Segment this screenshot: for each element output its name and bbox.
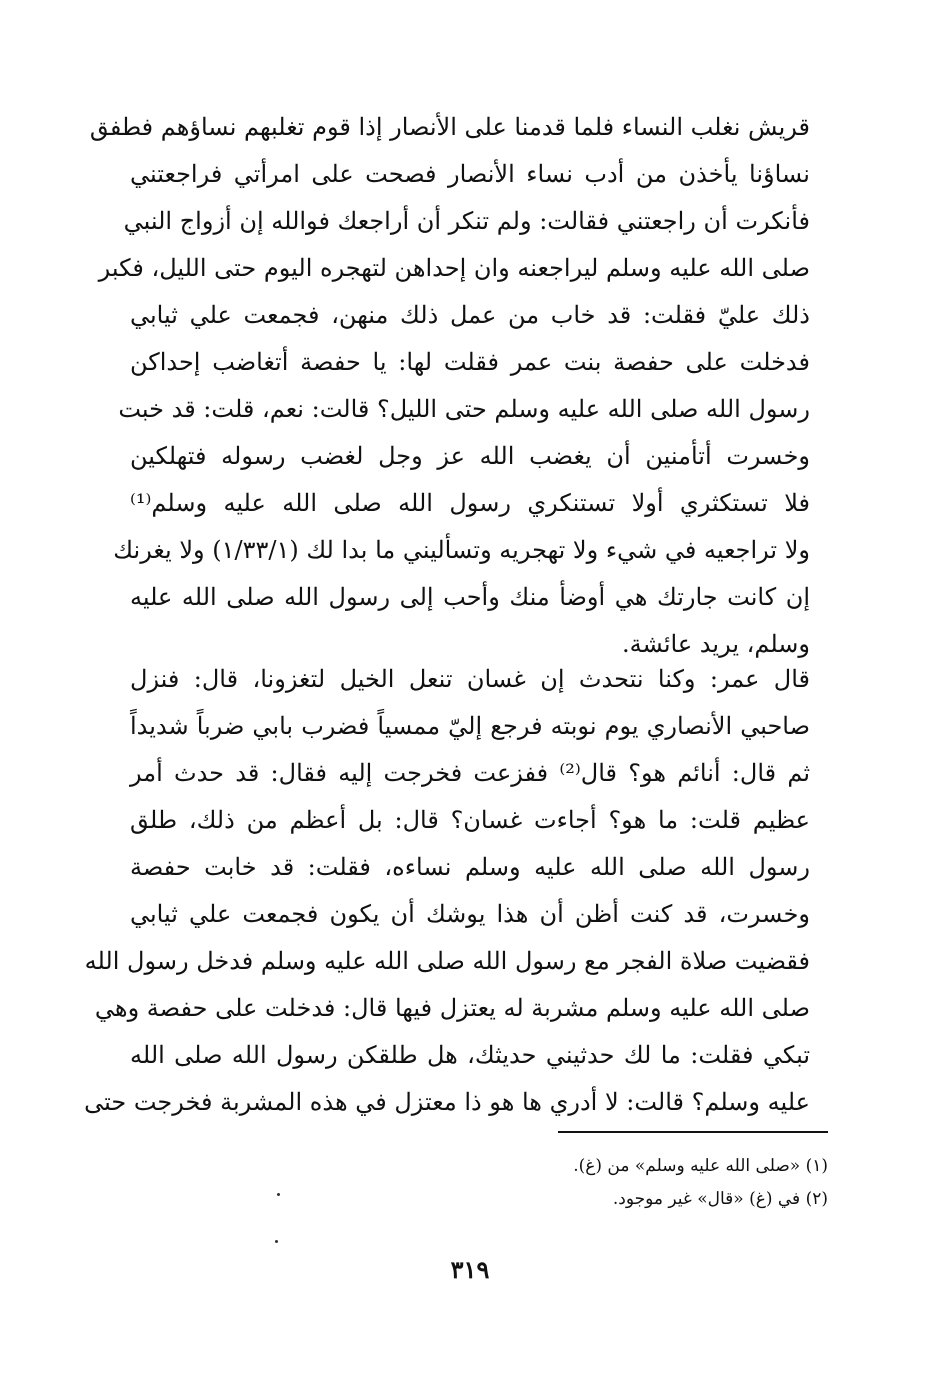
text-line: فلا تستكثري أولا تستنكري رسول الله صلى الله عليه وسلم⁽¹⁾: [130, 489, 810, 517]
text-line: قال عمر: وكنا نتحدث إن غسان تنعل الخيل لتغزونا، قال: فنزل: [130, 665, 811, 693]
text-line: فأنكرت أن راجعتني فقالت: ولم تنكر أن أراجعك فوالله إن أزواج النبي: [123, 207, 810, 235]
footnote-separator: [558, 1131, 828, 1133]
paragraph-2: [84, 656, 811, 1126]
text-line: وخسرت، قد كنت أظن أن هذا يوشك أن يكون فجمعت علي ثيابي: [130, 900, 810, 928]
text-line: صلى الله عليه وسلم مشربة له يعتزل فيها قال: فدخلت على حفصة وهي: [94, 994, 810, 1022]
page-number: ٣١٩: [450, 1255, 490, 1284]
text-line: فدخلت على حفصة بنت عمر فقلت لها: يا حفصة أتغاضب إحداكن: [130, 348, 810, 376]
text-line: رسول الله صلى الله عليه وسلم حتى الليل؟ قالت: نعم، قلت: قد خبت: [118, 395, 810, 423]
text-line: وسلم، يريد عائشة.: [621, 630, 810, 658]
text-line: فقضيت صلاة الفجر مع رسول الله صلى الله عليه وسلم فدخل رسول الله: [84, 947, 810, 975]
scan-speck: [275, 1240, 278, 1243]
text-line: ثم قال: أنائم هو؟ قال⁽²⁾ ففزعت فخرجت إليه فقال: قد حدث أمر: [130, 759, 810, 787]
text-line: صلى الله عليه وسلم ليراجعنه وان إحداهن لتهجره اليوم حتى الليل، فكبر: [98, 254, 810, 282]
text-line: عليه وسلم؟ قالت: لا أدري ها هو ذا معتزل في هذه المشربة فخرجت حتى: [84, 1088, 810, 1116]
text-line: عظيم قلت: ما هو؟ أجاءت غسان؟ قال: بل أعظم من ذلك، طلق: [130, 806, 810, 834]
text-line: ولا تراجعيه في شيء ولا تهجريه وتسأليني ما بدا لك (١/٣٣/١) ولا يغرنك: [113, 536, 810, 564]
text-line: تبكي فقلت: ما لك حدثيني حديثك، هل طلقكن رسول الله صلى الله: [130, 1041, 810, 1069]
footnotes: [130, 1150, 828, 1216]
footnote: (٢) في (غ) «قال» غير موجود.: [612, 1189, 828, 1209]
text-line: إن كانت جارتك هي أوضأ منك وأحب إلى رسول الله صلى الله عليه: [130, 583, 810, 611]
footnote: (١) «صلى الله عليه وسلم» من (غ).: [573, 1156, 828, 1176]
text-line: صاحبي الأنصاري يوم نوبته فرجع إليّ ممسياً فضرب بابي ضرباً شديداً: [130, 712, 810, 740]
text-line: قريش نغلب النساء فلما قدمنا على الأنصار إذا قوم تغلبهم نساؤهم فطفق: [89, 113, 810, 141]
text-line: رسول الله صلى الله عليه وسلم نساءه، فقلت: قد خابت حفصة: [130, 853, 810, 881]
text-line: نساؤنا يأخذن من أدب نساء الأنصار فصحت على امرأتي فراجعتني: [130, 160, 810, 188]
scan-speck: [277, 1193, 280, 1196]
text-line: ذلك عليّ فقلت: قد خاب من عمل ذلك منهن، فجمعت علي ثيابي: [130, 301, 810, 329]
paragraph-1: [89, 104, 810, 668]
text-line: وخسرت أتأمنين أن يغضب الله عز وجل لغضب رسوله فتهلكين: [130, 442, 810, 470]
